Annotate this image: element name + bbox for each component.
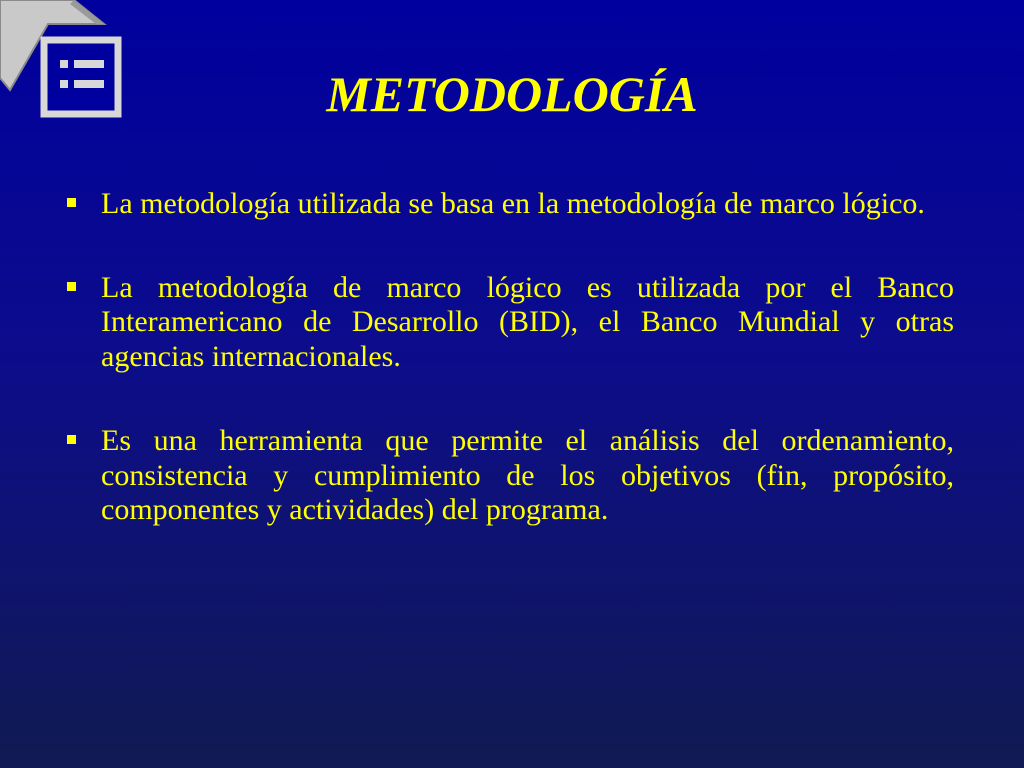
slide-title: METODOLOGÍA	[326, 66, 698, 122]
bullet-square-icon	[67, 435, 76, 444]
bullet-square-icon	[67, 282, 76, 291]
bullet-item	[62, 424, 954, 528]
bullet-item	[62, 187, 954, 222]
bullet-text: La metodología utilizada se basa en la metodología de marco lógico.	[101, 187, 925, 220]
bullet-text: Es una herramienta que permite el análisis del ordenamiento, consistencia y cumplimiento de los objetivos (fin, propósito, componentes y actividades) del programa.	[101, 423, 954, 527]
bullet-item	[62, 271, 954, 375]
bullet-list	[62, 187, 954, 577]
bullet-text: La metodología de marco lógico es utilizada por el Banco Interamericano de Desarrollo (BID), el Banco Mundial y otras agencias internacionales.	[101, 270, 954, 374]
bullet-square-icon	[67, 198, 76, 207]
